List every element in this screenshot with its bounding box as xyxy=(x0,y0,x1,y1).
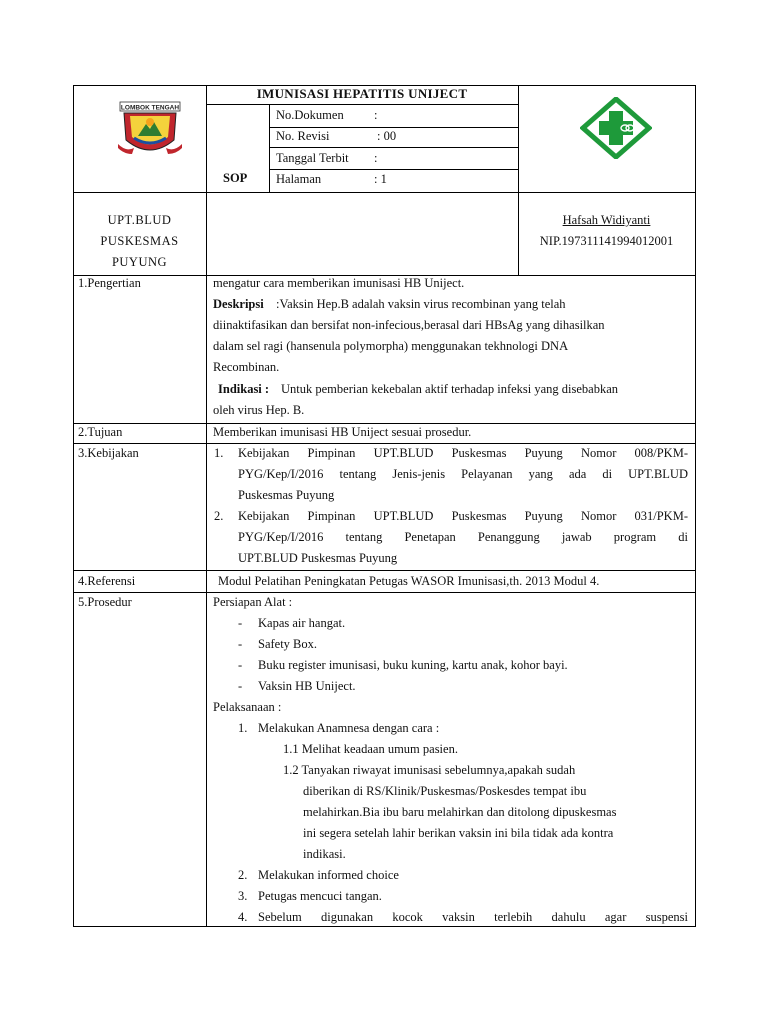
pelaksanaan-heading: Pelaksanaan : xyxy=(213,700,282,714)
step3-number: 3. xyxy=(238,889,248,903)
table-border-left xyxy=(73,85,74,926)
step3-text: Petugas mencuci tangan. xyxy=(258,889,382,903)
step2-text: Melakukan informed choice xyxy=(258,868,399,882)
kebijakan-item2-line1: Kebijakan Pimpinan UPT.BLUD Puskesmas Puyung Nomor 031/PKM- xyxy=(238,509,688,523)
deskripsi-line2: diinaktifasikan dan bersifat non-infecious,berasal dari HBsAg yang dihasilkan xyxy=(213,318,605,332)
step1-text: Melakukan Anamnesa dengan cara : xyxy=(258,721,440,735)
step4-text: Sebelum digunakan kocok vaksin terlebih dahulu agar suspensi xyxy=(258,910,688,924)
row-line-kebijakan xyxy=(73,570,696,571)
deskripsi-line1: :Vaksin Hep.B adalah vaksin virus recombinan yang telah xyxy=(276,297,566,311)
alat-item: Vaksin HB Uniject. xyxy=(258,679,356,693)
step1-2-line2: diberikan di RS/Klinik/Puskesmas/Poskesdes tempat ibu xyxy=(303,784,587,798)
row-line-pengertian xyxy=(73,423,696,424)
kebijakan-item1-line1: Kebijakan Pimpinan UPT.BLUD Puskesmas Puyung Nomor 008/PKM- xyxy=(238,446,688,460)
step1-2-line3: melahirkan.Bia ibu baru melahirkan dan ditolong dipuskesmas xyxy=(303,805,617,819)
kebijakan-item1-number: 1. xyxy=(214,446,224,460)
deskripsi-line4: Recombinan. xyxy=(213,360,280,374)
kebijakan-item1-line2: PYG/Kep/I/2016 tentang Jenis-jenis Pelayanan yang ada di UPT.BLUD xyxy=(238,467,688,481)
kebijakan-item2-line2: PYG/Kep/I/2016 tentang Penetapan Penanggung jawab program di xyxy=(238,530,688,544)
sop-divider xyxy=(269,104,270,192)
tujuan-text: Memberikan imunisasi HB Uniject sesuai prosedur. xyxy=(213,425,472,439)
no-revisi-value: : 00 xyxy=(377,129,397,143)
no-revisi-label: No. Revisi xyxy=(276,129,330,143)
alat-item: Safety Box. xyxy=(258,637,318,651)
svg-text:LOMBOK TENGAH: LOMBOK TENGAH xyxy=(120,104,180,112)
no-dokumen-value: : xyxy=(374,108,378,122)
step2-number: 2. xyxy=(238,868,248,882)
step4-number: 4. xyxy=(238,910,248,924)
tanggal-terbit-value: : xyxy=(374,151,378,165)
alat-bullet: - xyxy=(238,637,243,651)
step1-2-line1: 1.2 Tanyakan riwayat imunisasi sebelumnya,apakah sudah xyxy=(283,763,576,777)
table-divider-label-col xyxy=(206,85,207,926)
meta-line-2 xyxy=(269,147,518,148)
row-line-tujuan xyxy=(73,443,696,444)
kebijakan-label: 3.Kebijakan xyxy=(78,446,139,460)
persiapan-alat-heading: Persiapan Alat : xyxy=(213,595,293,609)
alat-item: Kapas air hangat. xyxy=(258,616,346,630)
pengertian-line1: mengatur cara memberikan imunisasi HB Uniject. xyxy=(213,276,465,290)
indikasi-label: Indikasi : xyxy=(218,382,270,396)
kebijakan-item2-line3: UPT.BLUD Puskesmas Puyung xyxy=(238,551,398,565)
alat-bullet: - xyxy=(238,616,243,630)
org-name-line2: PUSKESMAS xyxy=(100,234,179,248)
prosedur-label: 5.Prosedur xyxy=(78,595,132,609)
step1-number: 1. xyxy=(238,721,248,735)
puskesmas-logo xyxy=(580,97,652,159)
halaman-label: Halaman xyxy=(276,172,322,186)
kebijakan-item1-line3: Puskesmas Puyung xyxy=(238,488,335,502)
tujuan-label: 2.Tujuan xyxy=(78,425,123,439)
signer-name: Hafsah Widiyanti xyxy=(562,213,651,227)
kebijakan-item2-number: 2. xyxy=(214,509,224,523)
tanggal-terbit-label: Tanggal Terbit xyxy=(276,151,349,165)
no-dokumen-label: No.Dokumen xyxy=(276,108,344,122)
regency-logo xyxy=(116,100,184,162)
document-title: IMUNISASI HEPATITIS UNIJECT xyxy=(256,86,468,101)
signer-nip: NIP.197311141994012001 xyxy=(539,234,674,248)
row-line-referensi xyxy=(73,592,696,593)
org-name-line1: UPT.BLUD xyxy=(107,213,172,227)
alat-bullet: - xyxy=(238,679,243,693)
referensi-label: 4.Referensi xyxy=(78,574,136,588)
step1-2-line4: ini segera setelah lahir berikan vaksin ini bila tidak ada kontra xyxy=(303,826,614,840)
header-bottom-line xyxy=(73,192,696,193)
indikasi-line2: oleh virus Hep. B. xyxy=(213,403,305,417)
step1-2-line5: indikasi. xyxy=(303,847,346,861)
step1-1-text: 1.1 Melihat keadaan umum pasien. xyxy=(283,742,458,756)
halaman-value: : 1 xyxy=(374,172,387,186)
sop-label: SOP xyxy=(223,171,248,185)
referensi-text: Modul Pelatihan Peningkatan Petugas WASOR Imunisasi,th. 2013 Modul 4. xyxy=(218,574,600,588)
deskripsi-label: Deskripsi xyxy=(213,297,264,311)
meta-line-3 xyxy=(269,169,518,170)
table-border-bottom xyxy=(73,926,696,927)
alat-bullet: - xyxy=(238,658,243,672)
org-name-line3: PUYUNG xyxy=(111,255,168,269)
table-border-right xyxy=(695,85,696,926)
title-underline xyxy=(206,104,518,105)
deskripsi-line3: dalam sel ragi (hansenula polymorpha) menggunakan tekhnologi DNA xyxy=(213,339,569,353)
indikasi-line1: Untuk pemberian kekebalan aktif terhadap infeksi yang disebabkan xyxy=(281,382,619,396)
pengertian-label: 1.Pengertian xyxy=(78,276,141,290)
meta-line-1 xyxy=(269,127,518,128)
alat-item: Buku register imunisasi, buku kuning, kartu anak, kohor bayi. xyxy=(258,658,568,672)
